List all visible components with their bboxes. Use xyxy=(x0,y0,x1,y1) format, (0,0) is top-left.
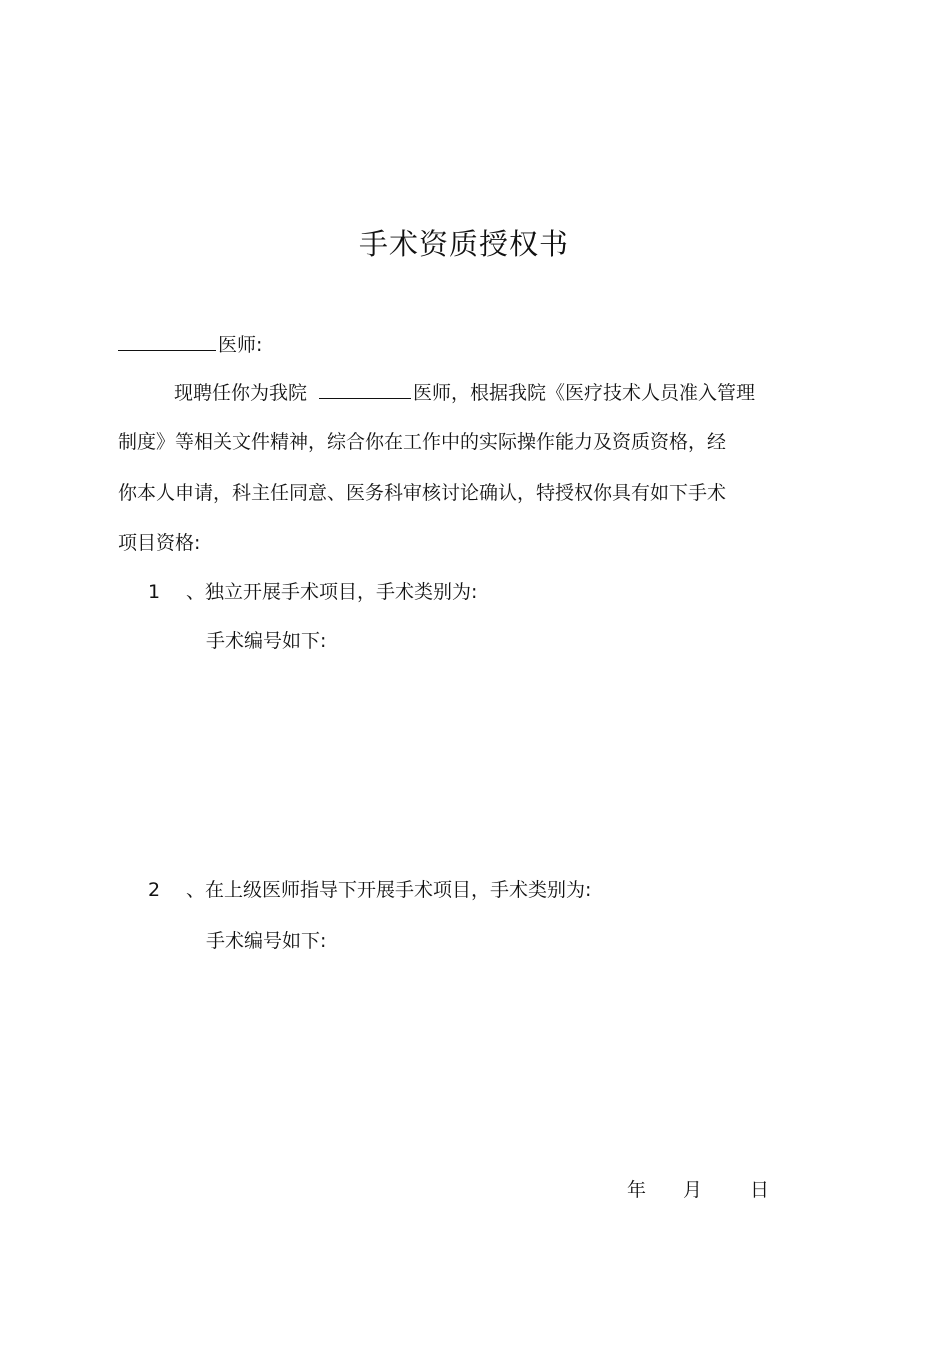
item-1-number: 1 xyxy=(148,581,161,603)
item-2-sub-label: 手术编号如下: xyxy=(206,930,327,952)
date-year: 年 xyxy=(627,1179,647,1201)
body-line-1-prefix: 现聘任你为我院 xyxy=(174,382,308,404)
item-1 xyxy=(148,580,477,604)
salutation-suffix: 医师: xyxy=(218,334,263,356)
body-line-4: 项目资格: xyxy=(118,532,201,554)
body-line-1-suffix: 医师，根据我院《医疗技术人员准入管理 xyxy=(413,382,756,404)
date-day: 日 xyxy=(750,1179,770,1201)
body-line-2: 制度》等相关文件精神，综合你在工作中的实际操作能力及资质资格，经 xyxy=(118,431,727,453)
post-title-blank xyxy=(319,379,411,399)
date-month: 月 xyxy=(683,1179,703,1201)
item-2-text: 、在上级医师指导下开展手术项目，手术类别为: xyxy=(186,879,592,901)
item-2 xyxy=(148,878,591,902)
item-1-sub-label: 手术编号如下: xyxy=(206,630,327,652)
salutation xyxy=(118,331,262,357)
doctor-name-blank xyxy=(118,331,216,351)
body-line-3: 你本人申请，科主任同意、医务科审核讨论确认，特授权你具有如下手术 xyxy=(118,482,727,504)
body-line-1 xyxy=(174,379,755,405)
item-1-text: 、独立开展手术项目，手术类别为: xyxy=(186,581,478,603)
item-2-number: 2 xyxy=(148,879,161,901)
document-title: 手术资质授权书 xyxy=(358,227,569,261)
